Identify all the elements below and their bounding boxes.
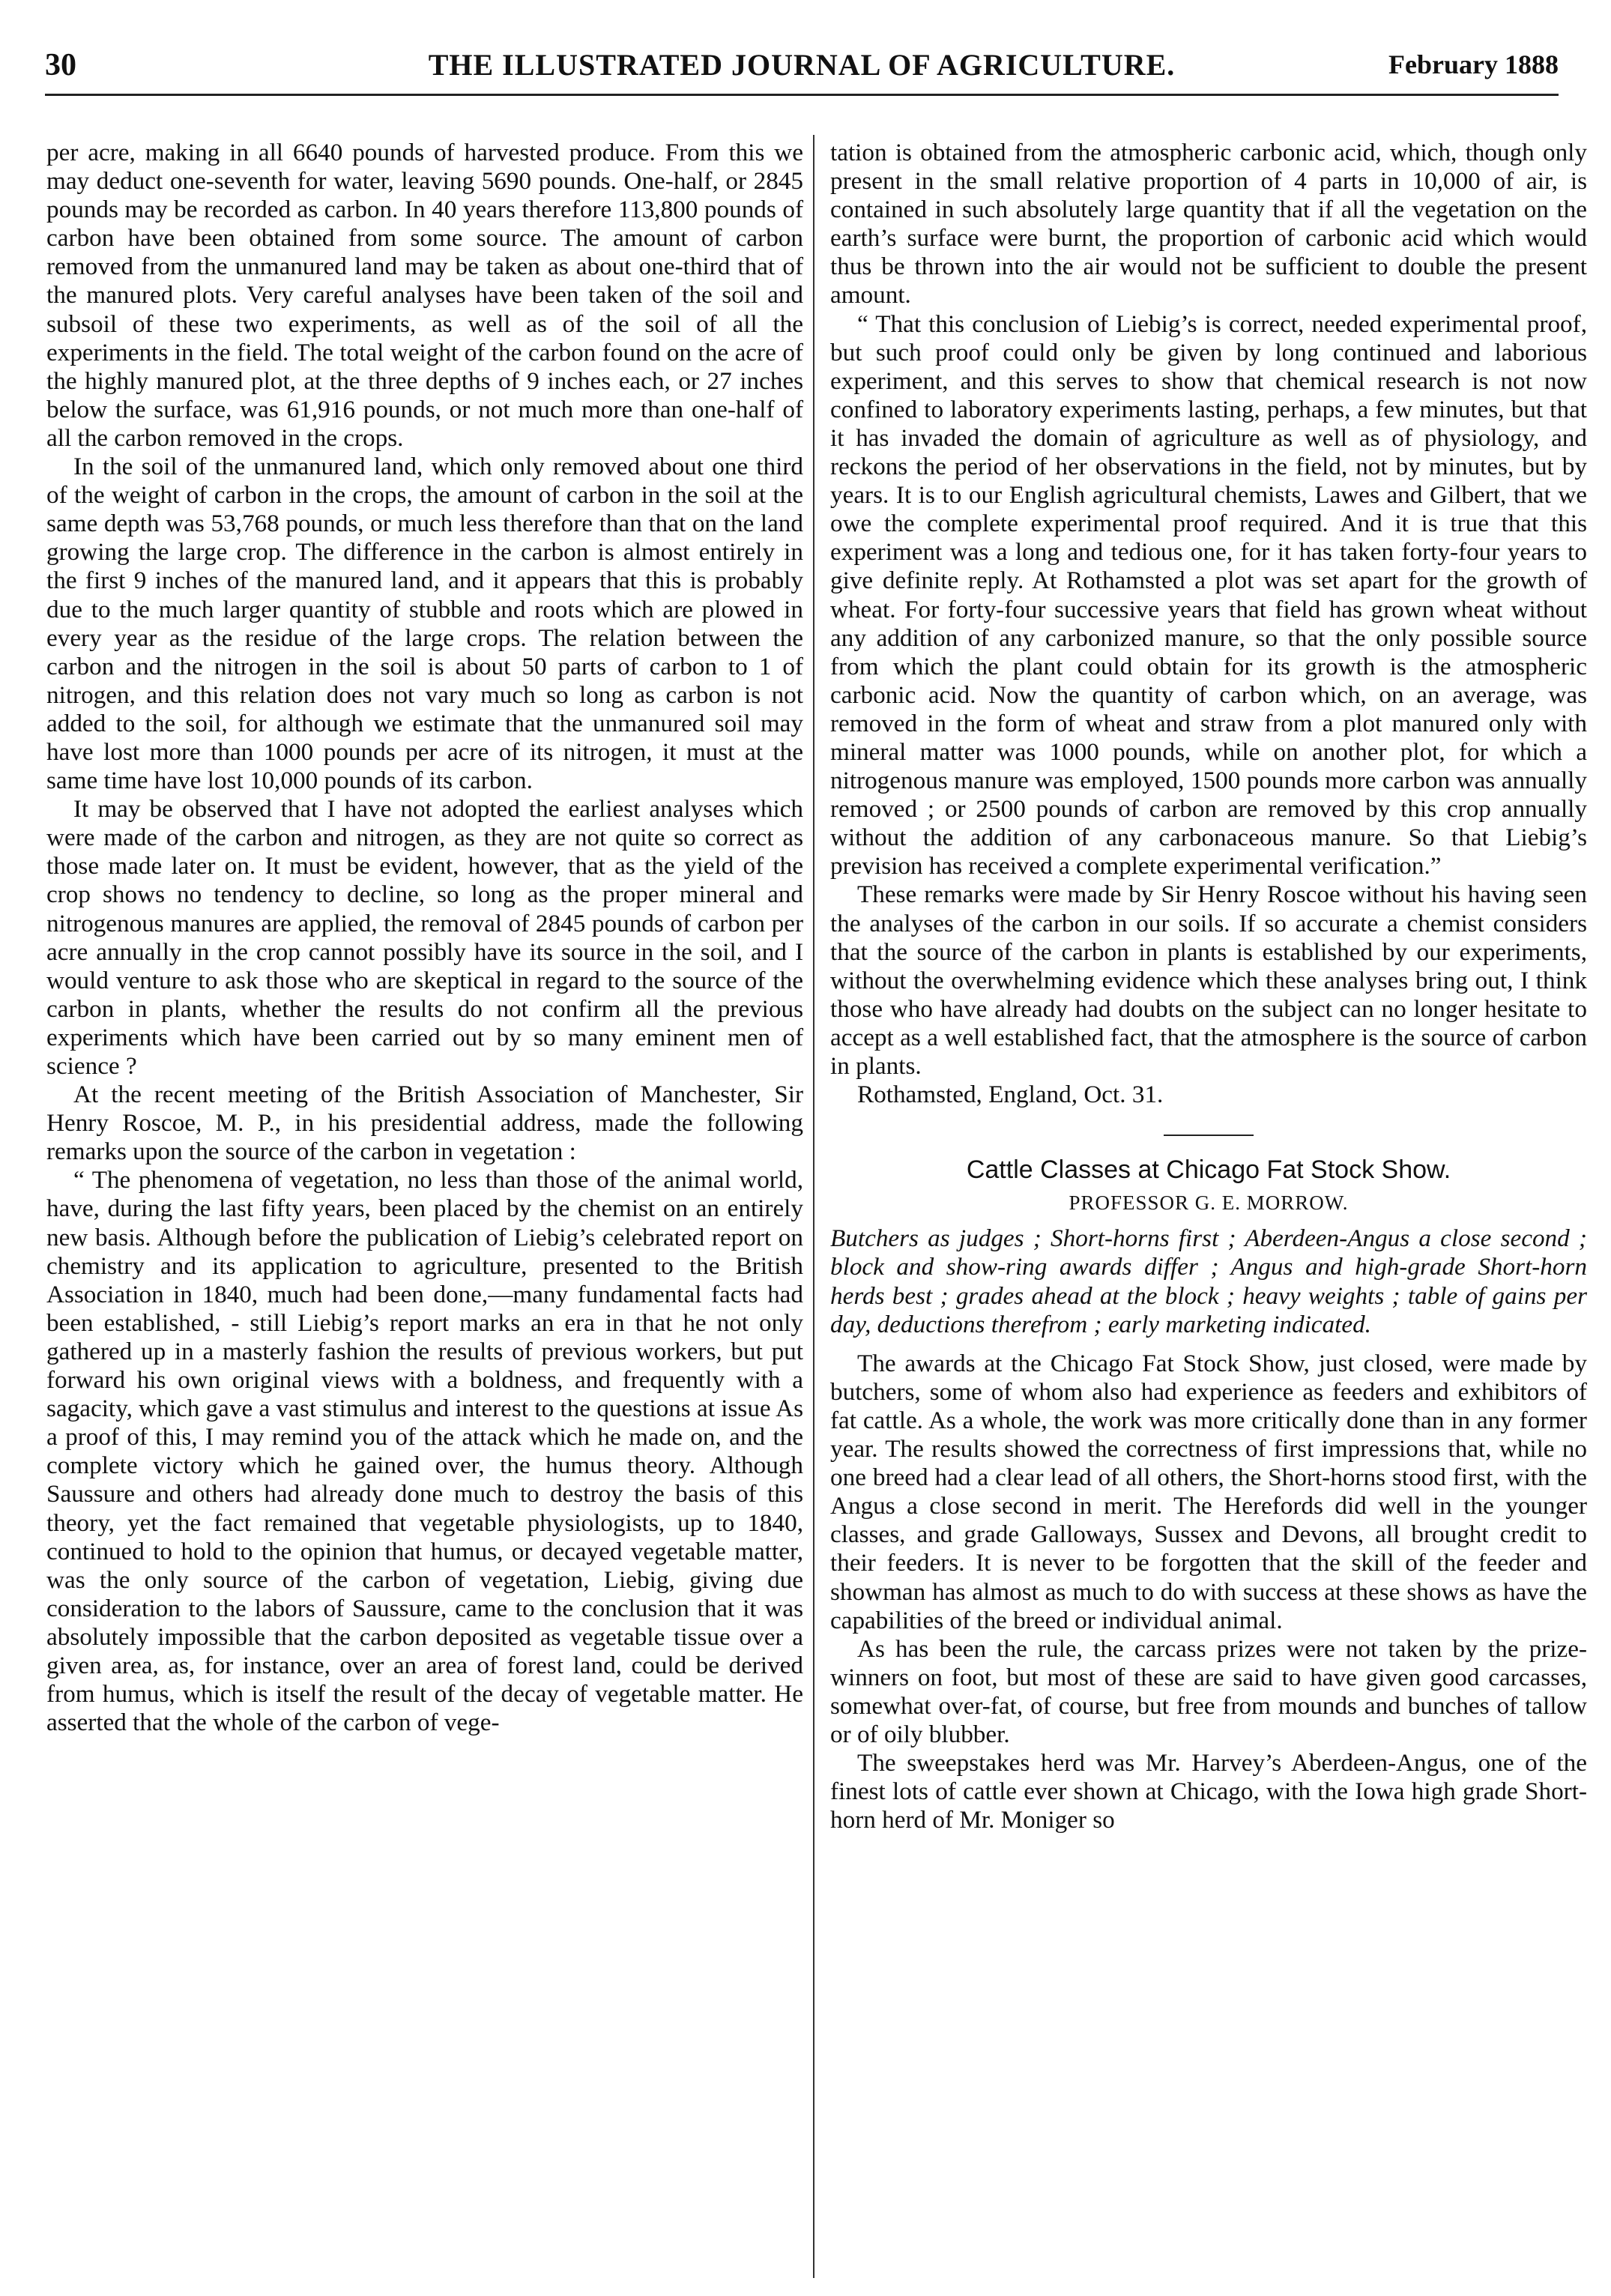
- paragraph: The sweepstakes herd was Mr. Harvey’s Aberdeen-Angus, one of the finest lots of cattle ever shown at Chicago, with the Iowa high grade Short-horn herd of Mr. Moniger so: [830, 1749, 1587, 1834]
- page-header: [45, 41, 1559, 96]
- article-author: PROFESSOR G. E. MORROW.: [1069, 1191, 1349, 1215]
- signoff: Rothamsted, England, Oct. 31.: [857, 1081, 1164, 1109]
- issue-date: February 1888: [1388, 49, 1559, 79]
- paragraph: “ That this conclusion of Liebig’s is correct, needed experimental proof, but such proof could only be given by long continued and laborious experiment, and this serves to show that chemical research is not now confined to laboratory experiments lasting, perhaps, a few minutes, but that it has invaded the domain of agriculture as well as of physiology, and reckons the period of her observations in the field, not by minutes, but by years. It is to our English agricultural chemists, Lawes and Gilbert, that we owe the complete experimental proof required. And it is true that this experiment was a long and tedious one, for it has taken forty-four years to give definite reply. At Rothamsted a plot was set apart for the growth of wheat. For forty-four successive years that field has grown wheat without any addition of any carbonized manure, so that the only possible source from which the plant could obtain for its growth is the atmospheric carbonic acid. Now the quantity of carbon which, on an average, was removed in the form of wheat and straw from a plot manured only with mineral matter was 1000 pounds, while on another plot, for which a nitrogenous manure was employed, 1500 pounds more carbon was annually removed ; or 2500 pounds of carbon are removed by this crop annually without the addition of any carbonaceous manure. So that Liebig’s prevision has received a complete experimental verification.”: [830, 309, 1587, 880]
- column-divider: [813, 135, 814, 2278]
- right-column: [830, 139, 1587, 1834]
- article-subhead: Butchers as judges ; Short-horns first ; Aberdeen-Angus a close second ; block and show-ring awards differ ; Angus and high-grade Short-horn herds best ; grades ahead at the block ; heavy weights ; table of gains per day, deductions therefrom ; early marketing indicated.: [830, 1224, 1587, 1338]
- article-title: Cattle Classes at Chicago Fat Stock Show.: [966, 1155, 1451, 1185]
- paragraph: In the soil of the unmanured land, which only removed about one third of the weight of carbon in the crops, the amount of carbon in the soil at the same depth was 53,768 pounds, or much less therefore than that on the land growing the large crop. The difference in the carbon is almost entirely in the first 9 inches of the manured land, and it appears that this is probably due to the much larger quantity of stubble and roots which are plowed in every year as the residue of the large crops. The relation between the carbon and the nitrogen in the soil is about 50 parts of carbon to 1 of nitrogen, and this relation does not vary much so long as carbon is not added to the soil, for although we estimate that the unmanured soil may have lost more than 1000 pounds per acre of its nitrogen, it must at the same time have lost 10,000 pounds of its carbon.: [46, 453, 803, 795]
- paragraph: As has been the rule, the carcass prizes were not taken by the prize-winners on foot, but most of these are said to have given good carcasses, somewhat over-fat, of course, but free from mounds and bunches of tallow or of oily blubber.: [830, 1634, 1587, 1748]
- section-divider: [1164, 1135, 1254, 1136]
- paragraph: At the recent meeting of the British Association of Manchester, Sir Henry Roscoe, M. P., in his presidential address, made the following remarks upon the source of the carbon in vegetation :: [46, 1081, 803, 1166]
- paragraph: tation is obtained from the atmospheric carbonic acid, which, though only present in the small relative proportion of 4 parts in 10,000 of air, is contained in such absolutely large quantity that if all the vegetation on the earth’s surface were burnt, the proportion of carbonic acid which would thus be thrown into the air would not be sufficient to double the present amount.: [830, 139, 1587, 309]
- paragraph: “ The phenomena of vegetation, no less than those of the animal world, have, during the last fifty years, been placed by the chemist on an entirely new basis. Although before the publication of Liebig’s celebrated report on chemistry and its application to agriculture, presented to the British Association in 1840, much had been done,—many fundamental facts had been established, - still Liebig’s report marks an era in that he not only gathered up in a masterly fashion the results of previous workers, but put forward his own original views with a boldness, and frequently with a sagacity, which gave a vast stimulus and interest to the questions at issue As a proof of this, I may remind you of the attack which he made on, and the complete victory which he gained over, the humus theory. Although Saussure and others had already done much to destroy the basis of this theory, yet the fact remained that vegetable physiologists, up to 1840, continued to hold to the opinion that humus, or decayed vegetable matter, was the only source of the carbon of vegetation, Liebig, giving due consideration to the labors of Saussure, came to the conclusion that it was absolutely impossible that the carbon deposited as vegetable tissue over a given area, as, for instance, over an area of forest land, could be derived from humus, which is itself the result of the decay of vegetable matter. He asserted that the whole of the carbon of vege-: [46, 1166, 803, 1737]
- journal-title: THE ILLUSTRATED JOURNAL OF AGRICULTURE.: [428, 48, 1176, 82]
- left-column: [46, 139, 803, 1737]
- paragraph: These remarks were made by Sir Henry Roscoe without his having seen the analyses of the carbon in our soils. If so accurate a chemist considers that the source of the carbon in plants is established by our experiments, without the overwhelming evidence which these analyses bring out, I think those who have already had doubts on the subject can no longer hesitate to accept as a well established fact, that the atmosphere is the source of carbon in plants.: [830, 880, 1587, 1080]
- paragraph: The awards at the Chicago Fat Stock Show, just closed, were made by butchers, some of whom also had experience as feeders and exhibitors of fat cattle. As a whole, the work was more critically done than in any former year. The results showed the correctness of first impressions that, while no one breed had a clear lead of all others, the Short-horns stood first, with the Angus a close second in merit. The Herefords did well in the younger classes, and grade Galloways, Sussex and Devons, all brought credit to their feeders. It is never to be forgotten that the skill of the feeder and showman has almost as much to do with success at these shows as have the capabilities of the breed or individual animal.: [830, 1349, 1587, 1634]
- paragraph: It may be observed that I have not adopted the earliest analyses which were made of the carbon and nitrogen, as they are not quite so correct as those made later on. It must be evident, however, that as the yield of the crop shows no tendency to decline, so long as the proper mineral and nitrogenous manures are applied, the removal of 2845 pounds of carbon per acre annually in the crop cannot possibly have its source in the soil, and I would venture to ask those who are skeptical in regard to the source of the carbon in plants, whether the results do not confirm all the previous experiments which have been carried out by so many eminent men of science ?: [46, 795, 803, 1080]
- page-number: 30: [45, 48, 76, 82]
- paragraph: per acre, making in all 6640 pounds of harvested produce. From this we may deduct one-seventh for water, leaving 5690 pounds. One-half, or 2845 pounds may be recorded as carbon. In 40 years therefore 113,800 pounds of carbon have been obtained from some source. The amount of carbon removed from the unmanured land may be taken as about one-third that of the manured plots. Very careful analyses have been taken of the soil and subsoil of these two experiments, as well as of the soil of all the experiments in the field. The total weight of the carbon found on the acre of the highly manured plot, at the three depths of 9 inches each, or 27 inches below the surface, was 61,916 pounds, or not much more than one-half of all the carbon removed in the crops.: [46, 139, 803, 452]
